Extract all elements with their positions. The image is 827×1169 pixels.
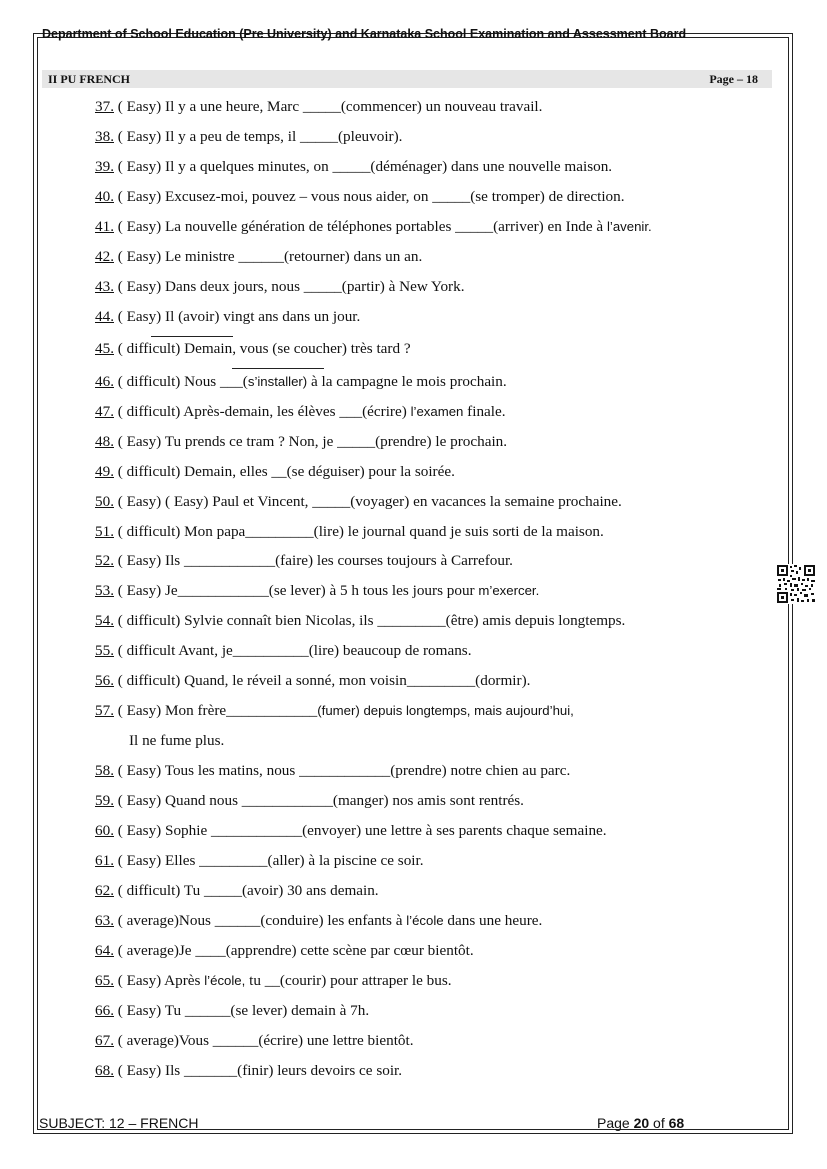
question-text: ( Easy) Quand nous ____________(manger) nos amis sont rentrés. [113,792,524,809]
question-item [95,581,539,601]
question-item [95,641,472,661]
question-number: 55. [95,642,114,659]
question-text: ( difficult Avant, je__________(lire) beaucoup de romans. [113,642,472,659]
question-item [95,941,474,961]
question-item [95,671,530,691]
question-number: 58. [95,762,114,779]
question-text: ( Easy) Il (avoir) vingt ans dans un jour. [113,308,361,325]
question-text: ( difficult) Demain, vous (se coucher) très tard ? [113,340,411,357]
question-text: ( difficult) Mon papa_________(lire) le journal quand je suis sorti de la maison. [113,523,604,540]
question-item [95,372,507,392]
question-text: ( Easy) Il y a quelques minutes, on _____(déménager) dans une nouvelle maison. [113,158,613,175]
question-number: 65. [95,972,114,989]
question-item [95,701,574,721]
question-item [95,851,424,871]
question-text: ( difficult) Sylvie connaît bien Nicolas, ils _________(être) amis depuis longtemps. [113,612,626,629]
question-item [95,761,570,781]
question-number: 62. [95,882,114,899]
question-number: 53. [95,582,114,599]
question-text: ( Easy) Sophie ____________(envoyer) une lettre à ses parents chaque semaine. [113,822,607,839]
question-item [95,791,524,811]
question-text: ( Easy) Ils _______(finir) leurs devoirs ce soir. [113,1062,403,1079]
question-number: 50. [95,493,114,510]
question-number: 42. [95,248,114,265]
question-item [95,1061,402,1081]
question-number: 38. [95,128,114,145]
question-item [95,1031,414,1051]
question-text-tail: m’exercer. [478,583,540,598]
page-label: Page – 18 [709,72,758,86]
course-bar [42,70,772,88]
question-text-tail: s’installer) [247,374,308,389]
footer-subject: SUBJECT: 12 – FRENCH [39,1115,199,1131]
course-title: II PU FRENCH [48,72,131,86]
question-number: 37. [95,98,114,115]
question-text: ( difficult) Demain, elles __(se déguiser) pour la soirée. [113,463,455,480]
question-item [95,307,360,327]
question-item [95,821,607,841]
question-item [95,1001,369,1021]
question-item [95,971,452,991]
question-text: ( average)Nous ______(conduire) les enfants à [113,912,407,929]
question-number: 54. [95,612,114,629]
question-number: 57. [95,702,114,719]
question-text: ( difficult) Après-demain, les élèves ___(écrire) [113,403,411,420]
question-text: ( Easy) Je____________(se lever) à 5 h tous les jours pour [113,582,479,599]
question-number: 67. [95,1032,114,1049]
question-text-tail: l’avenir. [606,219,652,234]
question-number: 68. [95,1062,114,1079]
question-item [95,432,507,452]
question-item [95,402,506,422]
question-item [95,217,652,237]
question-item [95,611,625,631]
question-number: 59. [95,792,114,809]
question-text-rest: à la campagne le mois prochain. [307,373,507,390]
question-number: 44. [95,308,114,325]
question-item [95,881,379,901]
question-text: ( difficult) Quand, le réveil a sonné, mon voisin_________(dormir). [113,672,531,689]
question-item [95,277,465,297]
question-text: ( difficult) Tu _____(avoir) 30 ans demain. [113,882,379,899]
question-text: ( Easy) Tu ______(se lever) demain à 7h. [113,1002,370,1019]
question-text-rest: tu __(courir) pour attraper le bus. [245,972,452,989]
question-text-rest: finale. [463,403,506,420]
blank-line [151,336,233,337]
question-text: ( Easy) Elles _________(aller) à la piscine ce soir. [113,852,424,869]
question-number: 45. [95,340,114,357]
question-number: 41. [95,218,114,235]
question-text: ( Easy) Il y a une heure, Marc _____(commencer) un nouveau travail. [113,98,543,115]
question-number: 49. [95,463,114,480]
question-number: 66. [95,1002,114,1019]
question-text: ( average)Je ____(apprendre) cette scène par cœur bientôt. [113,942,474,959]
question-number: 51. [95,523,114,540]
question-item [95,911,542,931]
question-text: ( Easy) Ils ____________(faire) les courses toujours à Carrefour. [113,552,513,569]
question-text: ( Easy) Il y a peu de temps, il _____(pleuvoir). [113,128,403,145]
question-item [95,247,422,267]
question-item [95,187,625,207]
board-header: Department of School Education (Pre University) and Karnataka School Examination and Assessment Board [42,27,687,41]
question-57-continuation: Il ne fume plus. [129,732,225,749]
question-item [95,492,622,512]
footer [39,1114,791,1132]
question-text: ( Easy) ( Easy) Paul et Vincent, _____(voyager) en vacances la semaine prochaine. [113,493,622,510]
question-text-rest: dans une heure. [443,912,543,929]
question-text: ( Easy) Le ministre ______(retourner) dans un an. [113,248,423,265]
question-number: 61. [95,852,114,869]
question-number: 56. [95,672,114,689]
question-text-tail: l’école [406,913,444,928]
question-item [95,339,411,359]
question-number: 40. [95,188,114,205]
footer-page-number: Page 20 of 68 [597,1115,685,1131]
question-number: 43. [95,278,114,295]
question-text-tail: l’école, [204,973,246,988]
question-number: 48. [95,433,114,450]
question-text: ( Easy) Tous les matins, nous ____________(prendre) notre chien au parc. [113,762,571,779]
question-text-tail: l’examen [410,404,464,419]
question-text-tail: (fumer) depuis longtemps, mais aujourd’hui, [317,703,574,718]
qr-code-icon [776,564,816,604]
question-text: ( average)Vous ______(écrire) une lettre bientôt. [113,1032,414,1049]
question-item [95,97,542,117]
question-text: ( Easy) Tu prends ce tram ? Non, je _____(prendre) le prochain. [113,433,508,450]
question-number: 47. [95,403,114,420]
question-number: 64. [95,942,114,959]
question-item [95,522,604,542]
question-item [95,551,513,571]
question-number: 52. [95,552,114,569]
question-item [95,462,455,482]
question-number: 39. [95,158,114,175]
question-text: ( Easy) Mon frère____________ [113,702,318,719]
question-number: 46. [95,373,114,390]
question-number: 60. [95,822,114,839]
question-text: ( difficult) Nous ___( [113,373,248,390]
question-text: ( Easy) Excusez-moi, pouvez – vous nous aider, on _____(se tromper) de direction. [113,188,625,205]
question-number: 63. [95,912,114,929]
question-text: ( Easy) La nouvelle génération de téléphones portables _____(arriver) en Inde à [113,218,607,235]
question-item [95,127,402,147]
blank-line [232,368,324,369]
question-text: ( Easy) Dans deux jours, nous _____(partir) à New York. [113,278,465,295]
question-item [95,157,612,177]
question-text: ( Easy) Après [113,972,205,989]
